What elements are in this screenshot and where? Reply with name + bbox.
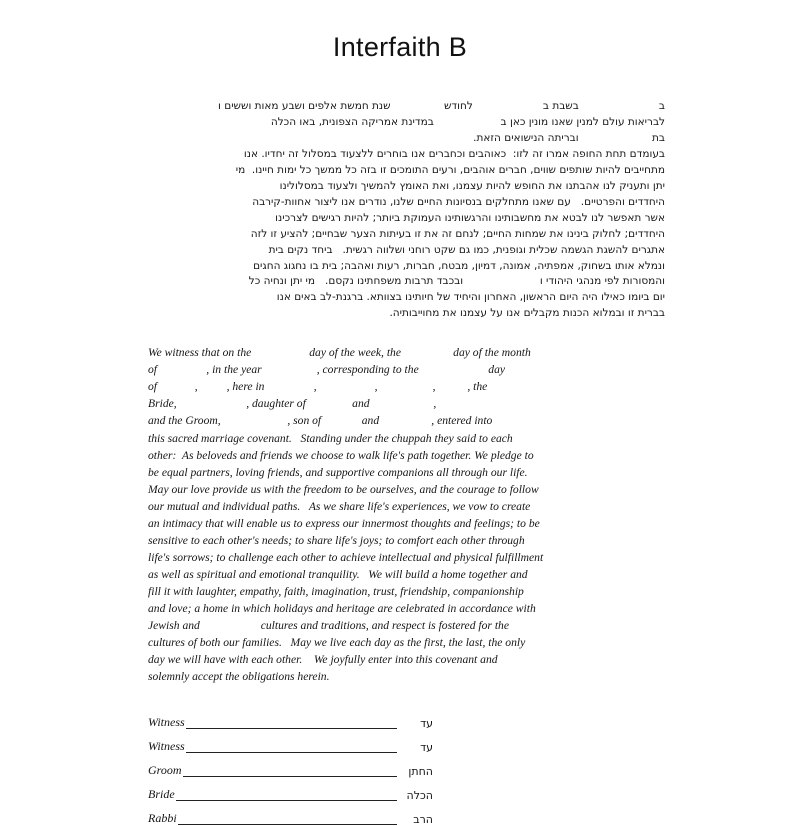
hebrew-line: והמסורות לפי מנהגי היהודי ו ובכבד תרבות משפחתינו נקסם. מי יתן ונחיה כל <box>248 275 665 288</box>
hebrew-line: ונמלא אותו בשחוק, אמפתיה, אמונה, דמיון, מבטח, חברות, רעות ואהבה; בית בו נחגוג החגים <box>253 259 665 272</box>
english-line: this sacred marriage covenant. Standing under the chuppah they said to each <box>148 431 513 445</box>
english-line: solemnly accept the obligations herein. <box>148 669 330 683</box>
english-line: cultures of both our families. May we live each day as the first, the last, the only <box>148 635 526 649</box>
hebrew-line: לבריאות עולם למנין שאנו מונין כאן ב במדינת אמריקה הצפונית, באו הכלה <box>270 115 665 128</box>
signature-line[interactable] <box>183 765 397 777</box>
hebrew-line: בעומדם תחת החופה אמרו זה לזו: כאוהבים וכחברים אנו בוחרים ללצעוד במסלול זה יחדיו. אנו <box>243 147 665 160</box>
signature-hebrew-label: הכלה <box>406 788 433 802</box>
signature-line[interactable] <box>178 813 397 825</box>
english-line: day we will have with each other. We joyfully enter into this covenant and <box>148 652 498 666</box>
english-line: of , , here in , , , , the <box>148 380 488 394</box>
hebrew-line: יתן ותעניק לנו אהבתנו את החופש להיות עצמנו, ואת האומץ להמשיך ולצעוד במסלולינו <box>279 179 665 192</box>
english-line: an intimacy that will enable us to express our innermost thoughts and feelings; to be <box>148 516 540 530</box>
hebrew-line: יום ביומו כאילו היה היום הראשון, האחרון והיחיד של חיותינו בצוותא. ברגנת-לב באים אנו <box>276 291 665 304</box>
english-line: fill it with laughter, empathy, faith, imagination, trust, friendship, companionship <box>148 584 524 598</box>
signature-hebrew-label: הרב <box>413 812 433 826</box>
hebrew-line: בת ובריתה הנישואים הזאת. <box>473 131 665 144</box>
page-title: Interfaith B <box>332 32 468 62</box>
english-line: other: As beloveds and friends we choose to walk life's path together. We pledge to <box>148 448 534 462</box>
english-line: Jewish and cultures and traditions, and respect is fostered for the <box>148 618 509 632</box>
english-line: life's sorrows; to challenge each other to achieve intellectual and physical fulfillment <box>148 550 544 564</box>
hebrew-line: אשר תאפשר לנו לבטא את מחשבותינו והרגשותינו העמוקת ביותר; להיות רגישים לצרכינו <box>275 211 665 224</box>
signature-hebrew-label: החתן <box>408 764 433 778</box>
signature-row-rabbi <box>148 811 433 826</box>
signature-line[interactable] <box>176 789 397 801</box>
signature-label: Groom <box>148 762 182 777</box>
signature-hebrew-label: עד <box>420 716 433 730</box>
signature-row-witness-2 <box>148 739 433 754</box>
signature-label: Witness <box>148 714 185 729</box>
hebrew-line: בברית זו ובמלוא הכנות מקבלים אנו על עצמנו את מחוייבותיה. <box>389 307 665 320</box>
signature-hebrew-label: עד <box>420 740 433 754</box>
hebrew-line: היחדדים; לחלוק בינינו את שמחות החיים; לנחם זה את זו בעיתות הצער שבחיים; להציע זו לזה <box>250 227 665 240</box>
signature-label: Witness <box>148 738 185 753</box>
english-text-block <box>148 344 648 685</box>
english-line: May our love provide us with the freedom to be ourselves, and the courage to follow <box>148 482 539 496</box>
hebrew-line: היחדדים והפרטיים. עם שאנו מתחלקים בנסיונות החיים שלנו, נודרים אנו ליצור אחוות-קירבה <box>252 195 665 208</box>
signature-line[interactable] <box>186 717 397 729</box>
english-line: be equal partners, loving friends, and supportive companions all through our life. <box>148 465 528 479</box>
hebrew-line: אתגרים להשגת הגשמה שכלית וגופנית, כמו גם שקט רוחני ושלווה רגשית. ביחד נקים בית <box>268 243 665 256</box>
hebrew-line: ב בשבת ב לחודש שנת חמשת אלפים ושבע מאות וששים ו <box>218 100 665 112</box>
signature-row-groom <box>148 763 433 778</box>
signature-label: Rabbi <box>148 810 177 825</box>
english-line: as well as spiritual and emotional tranquility. We will build a home together and <box>148 567 528 581</box>
english-line: our mutual and individual paths. As we share life's experiences, we vow to create <box>148 499 531 513</box>
english-line: Bride, , daughter of and , <box>148 397 437 411</box>
english-line: of , in the year , corresponding to the day <box>148 363 506 377</box>
english-line: sensitive to each other's needs; to share life's joys; to comfort each other through <box>148 533 525 547</box>
hebrew-text-block <box>135 99 665 322</box>
english-line: We witness that on the day of the week, the day of the month <box>148 346 531 360</box>
english-line: and the Groom, , son of and , entered into <box>148 414 493 428</box>
signature-line[interactable] <box>186 741 397 753</box>
signature-label: Bride <box>148 786 175 801</box>
hebrew-line: מתחייבים להיות שותפים שווים, חברים אוהבים, ורעים התומכים זו בזה כל ממשך כל ימות חיינו. מי <box>235 163 665 176</box>
signature-section <box>148 715 433 826</box>
signature-row-witness-1 <box>148 715 433 730</box>
english-line: and love; a home in which holidays and heritage are celebrated in accordance with <box>148 601 536 615</box>
